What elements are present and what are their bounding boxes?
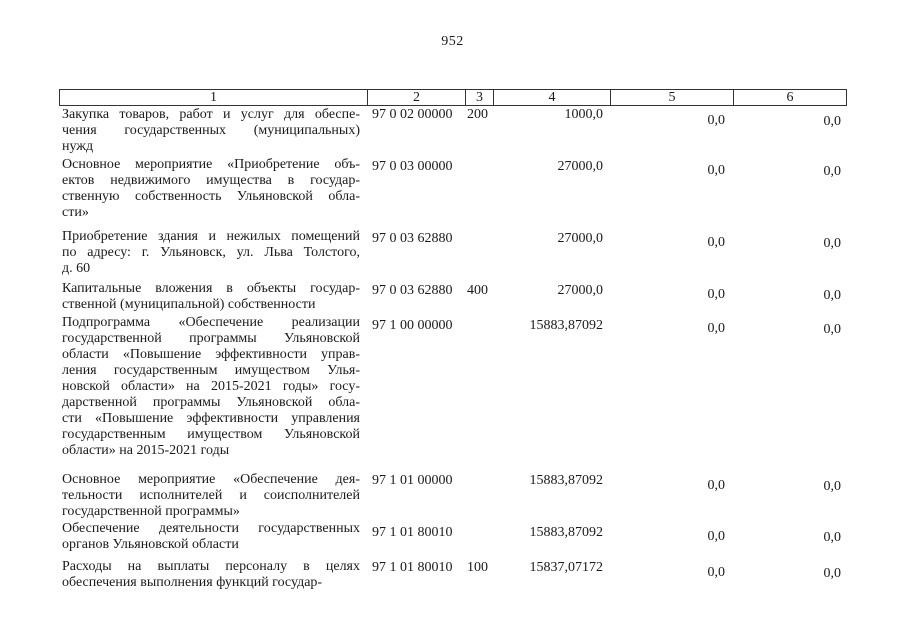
- header-col-6: 6: [786, 90, 794, 105]
- row-amount: 15883,87092: [529, 525, 603, 540]
- row-description-line: государственным имуществом Ульяновской: [62, 427, 360, 442]
- row-col5: 0,0: [707, 478, 725, 493]
- row-description: [62, 107, 360, 155]
- header-col-4: 4: [494, 90, 611, 105]
- row-col6: 0,0: [823, 114, 841, 129]
- row-description-line: области» на 2015-2021 годы: [62, 443, 230, 458]
- row-description-line: ственную собственность Ульяновской обла-: [62, 189, 360, 204]
- page-number: 952: [441, 34, 464, 49]
- row-description-line: нужд: [62, 139, 94, 154]
- row-col6: 0,0: [823, 288, 841, 303]
- row-col6: 0,0: [823, 530, 841, 545]
- row-description-line: ления государственным имуществом Улья-: [62, 363, 360, 378]
- row-description-line: Основное мероприятие «Обеспечение дея-: [62, 472, 360, 487]
- row-vr: 200: [467, 107, 488, 122]
- row-description: [62, 472, 360, 520]
- row-code: 97 0 03 00000: [372, 159, 453, 174]
- row-col6: 0,0: [823, 566, 841, 581]
- row-description-line: Расходы на выплаты персоналу в целях: [62, 559, 360, 574]
- row-vr: 400: [467, 283, 488, 298]
- row-description-line: тельности исполнителей и соисполнителей: [62, 488, 360, 503]
- row-amount: 27000,0: [557, 231, 603, 246]
- row-description-line: государственной программы»: [62, 504, 240, 519]
- row-code: 97 1 00 00000: [372, 318, 453, 333]
- row-amount: 27000,0: [557, 283, 603, 298]
- row-col5: 0,0: [707, 235, 725, 250]
- header-col-2: 2: [368, 90, 466, 105]
- header-col-3: 3: [466, 90, 494, 105]
- row-code: 97 0 03 62880: [372, 231, 453, 246]
- row-description-line: Основное мероприятие «Приобретение объ-: [62, 157, 360, 172]
- row-description: [62, 281, 360, 313]
- row-description: [62, 315, 360, 459]
- row-col6: 0,0: [823, 322, 841, 337]
- row-description: [62, 521, 360, 553]
- header-col-5: 5: [611, 90, 734, 105]
- row-col6: 0,0: [823, 164, 841, 179]
- row-code: 97 0 03 62880: [372, 283, 453, 298]
- row-col5: 0,0: [707, 113, 725, 128]
- row-amount: 15883,87092: [529, 473, 603, 488]
- row-description-line: ектов недвижимого имущества в государ-: [62, 173, 360, 188]
- row-description-line: органов Ульяновской области: [62, 537, 239, 552]
- row-col6: 0,0: [823, 479, 841, 494]
- row-description-line: сти»: [62, 205, 89, 220]
- row-description-line: д. 60: [62, 261, 91, 276]
- table-header: [59, 89, 847, 106]
- row-description: [62, 157, 360, 221]
- row-code: 97 0 02 00000: [372, 107, 453, 122]
- row-col5: 0,0: [707, 565, 725, 580]
- row-description-line: дарственной программы Ульяновской обла-: [62, 395, 360, 410]
- row-col5: 0,0: [707, 321, 725, 336]
- row-amount: 15883,87092: [529, 318, 603, 333]
- row-description-line: Капитальные вложения в объекты государ-: [62, 281, 360, 296]
- row-code: 97 1 01 80010: [372, 560, 453, 575]
- row-description-line: Подпрограмма «Обеспечение реализации: [62, 315, 360, 330]
- row-col5: 0,0: [707, 529, 725, 544]
- row-description-line: новской области» на 2015-2021 годы» госу-: [62, 379, 360, 394]
- row-vr: 100: [467, 560, 488, 575]
- row-col5: 0,0: [707, 163, 725, 178]
- row-amount: 27000,0: [557, 159, 603, 174]
- row-description-line: сти «Повышение эффективности управления: [62, 411, 360, 426]
- row-description-line: по адресу: г. Ульяновск, ул. Льва Толстого,: [62, 245, 360, 260]
- row-col5: 0,0: [707, 287, 725, 302]
- row-description: [62, 229, 360, 277]
- row-amount: 15837,07172: [529, 560, 603, 575]
- row-description-line: Приобретение здания и нежилых помещений: [62, 229, 360, 244]
- row-description-line: области «Повышение эффективности управ-: [62, 347, 360, 362]
- row-col6: 0,0: [823, 236, 841, 251]
- row-code: 97 1 01 80010: [372, 525, 453, 540]
- header-col-1: 1: [60, 90, 368, 105]
- row-description-line: государственной программы Ульяновской: [62, 331, 360, 346]
- row-description-line: Закупка товаров, работ и услуг для обеспе-: [62, 107, 360, 122]
- row-description-line: Обеспечение деятельности государственных: [62, 521, 360, 536]
- row-description-line: чения государственных (муниципальных): [62, 123, 360, 138]
- row-description-line: обеспечения выполнения функций государ-: [62, 575, 323, 590]
- row-code: 97 1 01 00000: [372, 473, 453, 488]
- row-description: [62, 559, 360, 591]
- row-amount: 1000,0: [564, 107, 603, 122]
- row-description-line: ственной (муниципальной) собственности: [62, 297, 316, 312]
